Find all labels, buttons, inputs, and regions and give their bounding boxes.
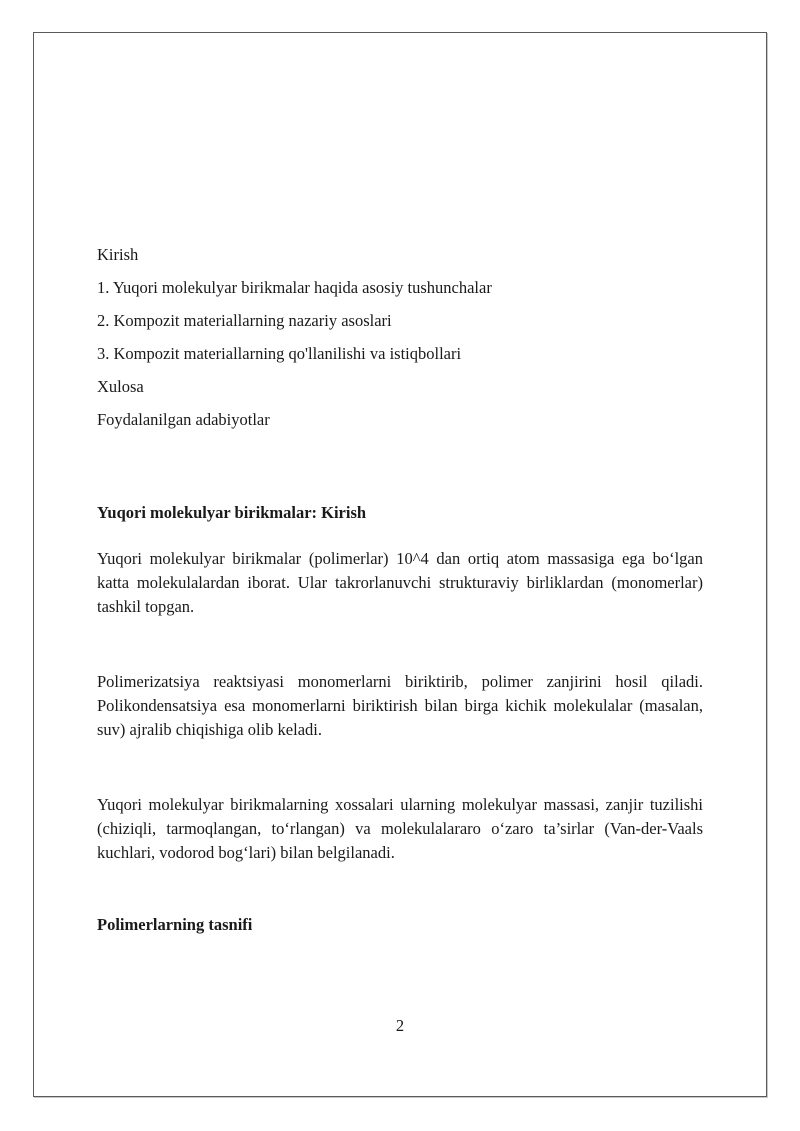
paragraph: Yuqori molekulyar birikmalar (polimerlar) 10^4 dan ortiq atom massasiga ega bo‘lgan katta molekulalardan iborat. Ular takrorlanuvchi strukturaviy birliklardan (monomerlar) tashkil topgan. bbox=[97, 549, 703, 616]
toc-item-chapter-3: 3. Kompozit materiallarning qo'llanilishi va istiqbollari bbox=[97, 344, 462, 363]
toc-item-introduction: Kirish bbox=[97, 245, 139, 264]
paragraph: Yuqori molekulyar birikmalarning xossalari ularning molekulyar massasi, zanjir tuzilishi (chiziqli, tarmoqlangan, to‘rlangan) va molekulalararo o‘zaro ta’sirlar (Van-der-Vaals kuchlari, vodorod bog‘lari) bilan belgilanadi. bbox=[97, 795, 703, 862]
toc-item-chapter-1: 1. Yuqori molekulyar birikmalar haqida asosiy tushunchalar bbox=[97, 278, 492, 297]
paragraph: Polimerizatsiya reaktsiyasi monomerlarni biriktirib, polimer zanjirini hosil qiladi. Polikondensatsiya esa monomerlarni biriktirish bilan birga kichik molekulalar (masalan, suv) ajralib chiqishiga olib keladi. bbox=[97, 672, 703, 739]
section-heading-classification: Polimerlarning tasnifi bbox=[97, 915, 253, 934]
toc-item-chapter-2: 2. Kompozit materiallarning nazariy asoslari bbox=[97, 311, 392, 330]
toc-item-conclusion: Xulosa bbox=[97, 377, 144, 396]
table-of-contents bbox=[97, 238, 703, 436]
section-heading-introduction: Yuqori molekulyar birikmalar: Kirish bbox=[97, 503, 367, 522]
toc-item-references: Foydalanilgan adabiyotlar bbox=[97, 410, 270, 429]
page-number: 2 bbox=[395, 1016, 405, 1035]
document-body bbox=[97, 238, 703, 937]
